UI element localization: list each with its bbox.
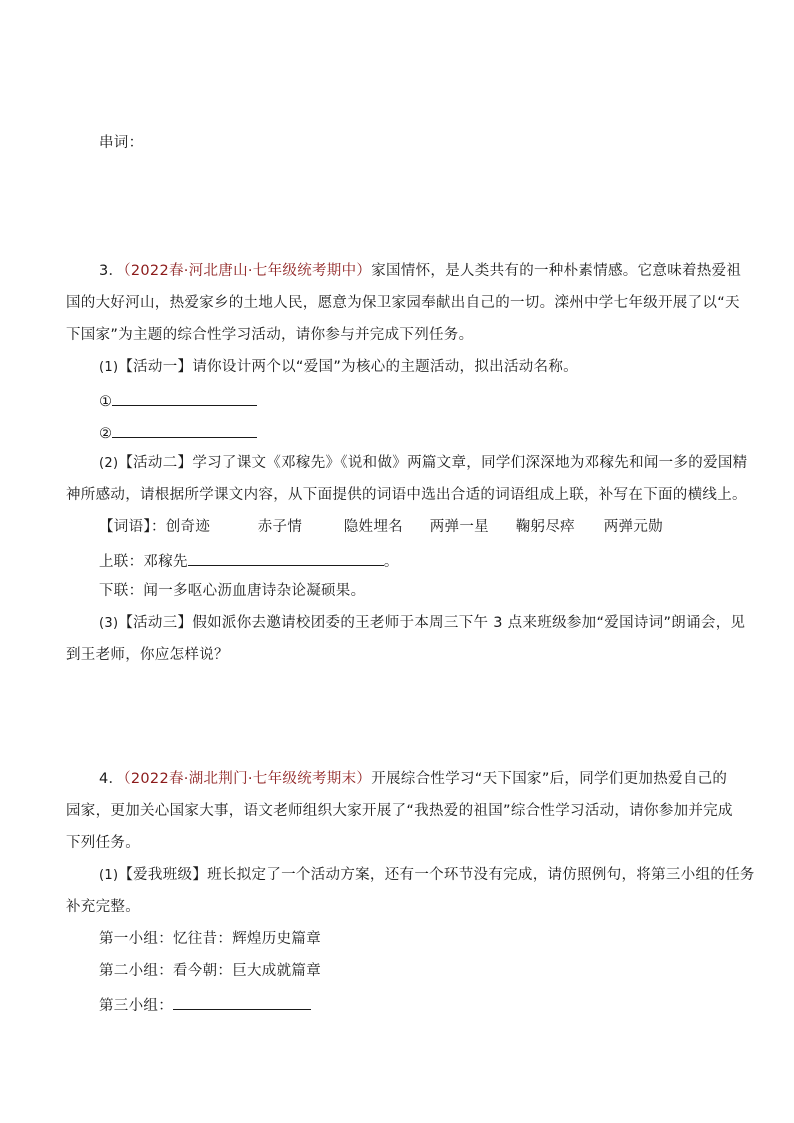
q3-sub1 [99, 357, 578, 378]
q4-source: （2022春·湖北荆门·七年级统考期末） [123, 771, 372, 787]
q3-sub2-line1 [99, 453, 747, 474]
q4-stem-line3: 下列任务。 [66, 835, 140, 851]
q3-source: （2022春·河北唐山·七年级统考期中） [123, 263, 372, 279]
q3-sub1-number: (1) [99, 360, 119, 375]
word-bank-label: 【词语】： [99, 519, 166, 535]
word-item: 两弹元勋 [603, 519, 663, 535]
answer-blank-2[interactable] [112, 421, 257, 438]
word-bank [99, 517, 663, 537]
couplet-lower: 下联：闻一多呕心沥血唐诗杂论凝硕果。 [99, 583, 366, 599]
group-two: 第二小组：看今朝：巨大成就篇章 [99, 963, 321, 979]
couplet-upper-prefix: 上联：邓稼先 [99, 554, 188, 570]
q3-stem-line3: 下国家”为主题的综合性学习活动，请你参与并完成下列任务。 [66, 327, 474, 343]
answer-blank-1[interactable] [112, 389, 257, 406]
q4-stem-line1 [99, 769, 727, 789]
q3-sub3-line2: 到王老师，你应怎样说？ [66, 647, 229, 663]
q3-stem-line1 [99, 261, 741, 281]
q3-stem-start: 家国情怀，是人类共有的一种朴素情感。它意味着热爱祖 [371, 263, 742, 279]
q3-stem-line2: 国的大好河山，热爱家乡的土地人民，愿意为保卫家园奉献出自己的一切。滦州中学七年级开展了以“天 [66, 295, 740, 311]
q4-stem-line2: 园家，更加关心国家大事，语文老师组织大家开展了“我热爱的祖国”综合性学习活动，请你参加并完成 [66, 803, 733, 819]
word-item: 鞠躬尽瘁 [515, 519, 575, 535]
word-item: 赤子情 [257, 519, 303, 535]
q3-answer-2 [99, 421, 257, 444]
word-item: 两弹一星 [429, 519, 489, 535]
q3-sub1-text: 【活动一】请你设计两个以“爱国”为核心的主题活动，拟出活动名称。 [118, 359, 578, 375]
q3-sub2-text: 【活动二】学习了课文《邓稼先》《说和做》两篇文章，同学们深深地为邓稼先和闻一多的爱国精 [118, 455, 748, 471]
q3-sub2-line2: 神所感动，请根据所学课文内容，从下面提供的词语中选出合适的词语组成上联，补写在下面的横线上。 [66, 487, 747, 503]
q4-stem-start: 开展综合性学习“天下国家”后，同学们更加热爱自己的 [371, 771, 728, 787]
q4-sub1-line2: 补充完整。 [66, 899, 140, 915]
group-one: 第一小组：忆往昔：辉煌历史篇章 [99, 931, 321, 947]
q4-sub1-line1 [99, 865, 755, 886]
q3-sub3-number: (3) [99, 616, 119, 631]
q4-number: 4． [99, 771, 124, 787]
q3-answer-1 [99, 389, 257, 412]
chuanci-label: 串词： [99, 135, 144, 151]
q3-number: 3． [99, 263, 124, 279]
word-item: 隐姓埋名 [343, 519, 403, 535]
group-three-label: 第三小组： [99, 998, 173, 1014]
q4-sub1-text: 【爱我班级】班长拟定了一个活动方案，还有一个环节没有完成，请仿照例句，将第三小组的任务 [118, 867, 755, 883]
q4-sub1-number: (1) [99, 868, 119, 883]
group-three [99, 993, 311, 1016]
q3-sub2-number: (2) [99, 456, 119, 471]
circled-one-marker: ① [99, 394, 113, 410]
couplet-upper-suffix: 。 [383, 554, 399, 570]
group-three-blank[interactable] [173, 993, 311, 1010]
q3-sub3-line1 [99, 613, 745, 634]
word-item: 创奇迹 [165, 519, 211, 535]
circled-two-marker: ② [99, 426, 113, 442]
q3-sub3-text: 【活动三】假如派你去邀请校团委的王老师于本周三下午 3 点来班级参加“爱国诗词”朗诵会，见 [118, 615, 746, 631]
couplet-upper [99, 549, 399, 572]
couplet-upper-blank[interactable] [188, 549, 384, 566]
